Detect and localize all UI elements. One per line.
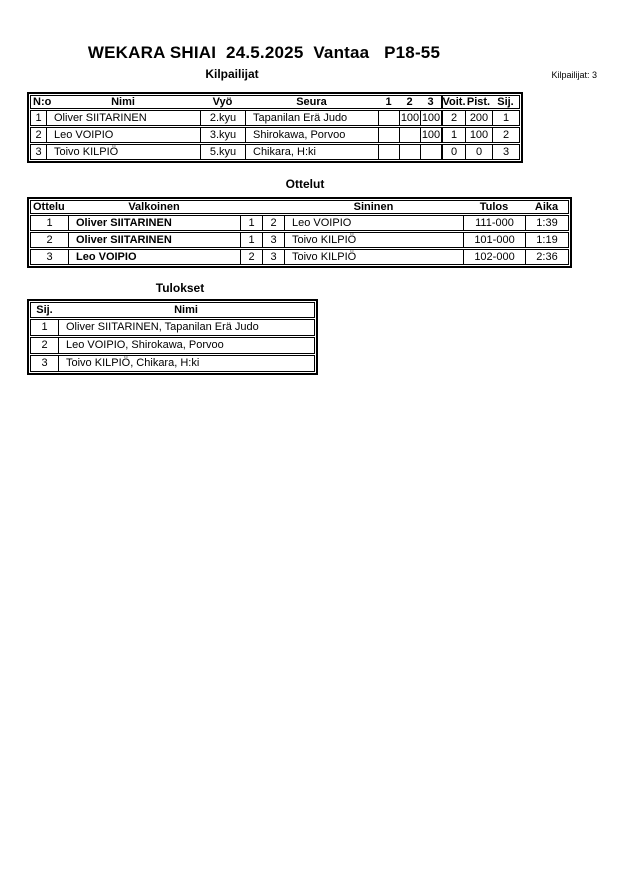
header-nimi: Nimi — [111, 95, 135, 108]
cell-ottelu: 1 — [46, 216, 53, 229]
page-title: WEKARA SHIAI 24.5.2025 Vantaa P18-55 — [87, 43, 441, 62]
kilpailijat-row — [30, 110, 520, 126]
cell-round-1 — [378, 128, 399, 142]
cell-valkoinen: Oliver SIITARINEN — [68, 233, 240, 247]
header-sij: Sij. — [36, 303, 53, 316]
header-sininen: Sininen — [353, 200, 394, 213]
tulokset-row — [30, 319, 315, 336]
kilpailijat-header-row — [30, 95, 520, 109]
header-no: N:o — [33, 95, 52, 108]
cell-round-2: 100 — [400, 111, 420, 124]
kilpailijat-row — [30, 127, 520, 143]
cell-no: 3 — [35, 145, 42, 158]
cell-tulos: 101-000 — [463, 233, 525, 247]
section-title-tulokset: Tulokset — [155, 281, 205, 295]
cell-ottelu: 2 — [46, 233, 53, 246]
cell-round-1 — [378, 145, 399, 159]
competitor-count: Kilpailijat: 3 — [551, 70, 597, 80]
header-voit: Voit. — [442, 95, 466, 108]
cell-round-2 — [399, 145, 420, 159]
ottelut-table — [27, 197, 572, 268]
cell-voit: 1 — [441, 128, 465, 142]
cell-seura: Tapanilan Erä Judo — [245, 111, 378, 125]
cell-valkoinen: Leo VOIPIO — [68, 250, 240, 264]
cell-round-3 — [420, 145, 441, 159]
cell-sij: 2 — [492, 128, 519, 142]
cell-aika: 2:36 — [525, 250, 568, 264]
cell-sij: 2 — [41, 339, 48, 351]
cell-valkoinen: Oliver SIITARINEN — [68, 216, 240, 230]
tulokset-row — [30, 355, 315, 372]
cell-seura: Chikara, H:ki — [245, 145, 378, 159]
kilpailijat-table — [27, 92, 523, 163]
header-ottelu: Ottelu — [33, 200, 65, 213]
ottelut-header-row — [30, 200, 569, 214]
header-round-1: 1 — [385, 95, 392, 108]
cell-round-3: 100 — [421, 128, 441, 141]
cell-nimi: Leo VOIPIO, Shirokawa, Porvoo — [58, 338, 314, 353]
cell-sininen: Toivo KILPIÖ — [284, 250, 463, 264]
cell-no: 2 — [35, 128, 42, 141]
cell-nimi: Leo VOIPIO — [46, 128, 200, 142]
cell-ottelu: 3 — [46, 250, 53, 263]
section-title-kilpailijat: Kilpailijat — [205, 67, 259, 81]
cell-pist: 100 — [465, 128, 492, 142]
header-nimi: Nimi — [174, 303, 198, 316]
cell-aika: 1:19 — [525, 233, 568, 247]
header-vyo: Vyö — [212, 95, 233, 108]
cell-blue-number: 3 — [262, 250, 284, 264]
header-seura: Seura — [296, 95, 327, 108]
cell-white-number: 1 — [240, 233, 262, 247]
ottelut-row — [30, 232, 569, 248]
cell-pist: 200 — [465, 111, 492, 125]
cell-nimi: Oliver SIITARINEN, Tapanilan Erä Judo — [58, 320, 314, 335]
cell-vyo: 2.kyu — [200, 111, 245, 125]
cell-tulos: 102-000 — [463, 250, 525, 264]
header-round-3: 3 — [427, 95, 434, 108]
cell-tulos: 111-000 — [463, 216, 525, 230]
cell-seura: Shirokawa, Porvoo — [245, 128, 378, 142]
cell-aika: 1:39 — [525, 216, 568, 230]
header-aika: Aika — [534, 200, 559, 213]
header-valkoinen: Valkoinen — [128, 200, 180, 213]
cell-sininen: Leo VOIPIO — [284, 216, 463, 230]
cell-vyo: 5.kyu — [200, 145, 245, 159]
cell-voit: 0 — [441, 145, 465, 159]
cell-sij: 1 — [41, 321, 48, 333]
ottelut-row — [30, 215, 569, 231]
cell-nimi: Oliver SIITARINEN — [46, 111, 200, 125]
cell-sij: 3 — [492, 145, 519, 159]
cell-voit: 2 — [441, 111, 465, 125]
header-tulos: Tulos — [479, 200, 509, 213]
tulokset-table — [27, 299, 318, 375]
cell-white-number: 1 — [240, 216, 262, 230]
header-round-2: 2 — [406, 95, 413, 108]
cell-vyo: 3.kyu — [200, 128, 245, 142]
cell-no: 1 — [35, 111, 42, 124]
cell-pist: 0 — [465, 145, 492, 159]
cell-blue-number: 2 — [262, 216, 284, 230]
cell-round-2 — [399, 128, 420, 142]
cell-round-1 — [378, 111, 399, 125]
header-pist: Pist. — [466, 95, 491, 108]
header-blue-number — [262, 201, 284, 213]
cell-sij: 3 — [41, 357, 48, 369]
kilpailijat-row — [30, 144, 520, 160]
ottelut-row — [30, 249, 569, 265]
tulokset-header-row — [30, 302, 315, 318]
section-title-ottelut: Ottelut — [285, 177, 325, 191]
cell-round-3: 100 — [421, 111, 441, 124]
cell-nimi: Toivo KILPIÖ, Chikara, H:ki — [58, 356, 314, 371]
header-white-number — [240, 201, 262, 213]
cell-nimi: Toivo KILPIÖ — [46, 145, 200, 159]
cell-sij: 1 — [492, 111, 519, 125]
cell-sininen: Toivo KILPIÖ — [284, 233, 463, 247]
cell-white-number: 2 — [240, 250, 262, 264]
cell-blue-number: 3 — [262, 233, 284, 247]
tulokset-row — [30, 337, 315, 354]
header-sij: Sij. — [497, 95, 514, 108]
